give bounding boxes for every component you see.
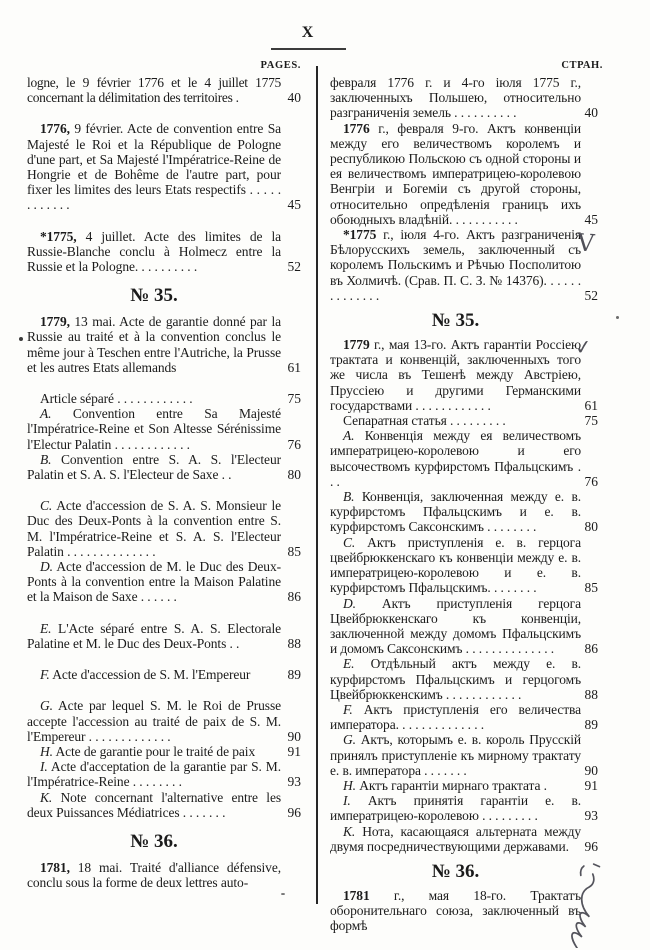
entry-letter: B. bbox=[343, 489, 355, 505]
entry-page-number: 89 bbox=[287, 667, 301, 683]
entry-text: Актъ приступленія его величества императора. . . . . . . . . . . . . . bbox=[330, 701, 581, 733]
toc-entry bbox=[27, 559, 301, 605]
section-number-heading: № 36. bbox=[130, 830, 178, 852]
entry-text: г., мая 18-го. Трактатъ оборонительнаго союза, заключенный въ формѣ bbox=[330, 887, 581, 934]
toc-entry bbox=[27, 75, 301, 105]
entry-text: февраля 1776 г. и 4-го іюля 1775 г., заключенныхъ Польшею, относительно разграниченія земель . . . . . . . . . . bbox=[330, 75, 581, 121]
entry-date-lead: *1775 bbox=[343, 227, 377, 243]
column-header-stran: СТРАН. bbox=[561, 60, 603, 71]
toc-entry bbox=[27, 744, 301, 759]
toc-entry bbox=[27, 621, 301, 651]
toc-entry bbox=[330, 778, 598, 793]
toc-entry bbox=[27, 698, 301, 744]
entry-letter: E. bbox=[343, 656, 355, 672]
entry-date-lead: 1779 bbox=[343, 337, 370, 353]
entry-page-number: 91 bbox=[287, 743, 301, 759]
handwritten-scribble bbox=[543, 858, 647, 948]
entry-page-number: 61 bbox=[584, 397, 598, 413]
toc-entry bbox=[330, 656, 598, 702]
entry-page-number: 93 bbox=[584, 808, 598, 824]
entry-page-number: 52 bbox=[584, 287, 598, 303]
entry-page-number: 96 bbox=[584, 838, 598, 854]
entry-page-number: 45 bbox=[584, 211, 598, 227]
entry-text: 18 mai. Traité d'alliance défensive, conclu sous la forme de deux lettres auto- bbox=[27, 859, 281, 891]
entry-page-number: 85 bbox=[287, 543, 301, 559]
entry-page-number: 90 bbox=[584, 762, 598, 778]
entry-page-number: 80 bbox=[584, 519, 598, 535]
toc-entry bbox=[27, 498, 301, 559]
entry-text: 9 février. Acte de convention entre Sa Majesté le Roi et la République de Pologne d'une part, et Sa Majesté l'Impératrice-Reine de Hongrie et de Bohême de l'autre part, pour fixer les limites des leurs Etats respectifs . . . . . . . . . . . . bbox=[27, 121, 281, 213]
entry-date-lead: 1779, bbox=[40, 314, 70, 330]
section-number-heading: № 35. bbox=[130, 285, 178, 307]
entry-text: Актъ приступленія е. в. герцога цвейбрюккенскаго къ конвенціи между е. в. императрицею-королевою и е. в. курфирстомъ Пфальцскимъ. . . . . . . . bbox=[330, 534, 581, 596]
entry-text: г., мая 13-го. Актъ гарантіи Россіею трактата и конвенцій, заключенныхъ того же числа въ Тешенѣ между Австріею, Пруссіею и другими Германскими государствами . . . . . . . . . . . . bbox=[330, 337, 581, 413]
entry-letter: E. bbox=[40, 620, 52, 636]
entry-page-number: 91 bbox=[584, 777, 598, 793]
toc-entry bbox=[330, 337, 598, 413]
entry-text: Сепаратная статья . . . . . . . . . bbox=[343, 413, 506, 429]
entry-page-number: 86 bbox=[287, 589, 301, 605]
entry-text: Article séparé . . . . . . . . . . . . bbox=[40, 391, 193, 407]
entry-page-number: 80 bbox=[287, 467, 301, 483]
entry-letter: F. bbox=[40, 667, 50, 683]
entry-letter: A. bbox=[343, 428, 355, 444]
entry-letter: I. bbox=[343, 793, 351, 809]
column-header-pages: PAGES. bbox=[260, 60, 301, 71]
entry-text: г., февраля 9-го. Актъ конвенціи между его величествомъ королемъ и республикою Польскою съ одной стороны и ея величествомъ императрицею-королевою Венгріи и Богеміи съ другой стороны, относительно опредѣленія границъ ихъ обоюдныхъ владѣній. . . . . . . . . . . bbox=[330, 120, 581, 227]
toc-entry bbox=[27, 759, 301, 789]
entry-page-number: 61 bbox=[287, 359, 301, 375]
entry-letter: C. bbox=[343, 534, 356, 550]
entry-letter: K. bbox=[343, 823, 356, 839]
entry-page-number: 88 bbox=[584, 686, 598, 702]
entry-letter: A. bbox=[40, 406, 52, 422]
handwritten-checkmark-v: V bbox=[576, 228, 596, 258]
entry-date-lead: 1781 bbox=[343, 887, 370, 903]
toc-entry bbox=[27, 790, 301, 820]
toc-entry bbox=[330, 121, 598, 227]
entry-letter: K. bbox=[40, 789, 53, 805]
entry-letter: B. bbox=[40, 451, 52, 467]
entry-page-number: 76 bbox=[287, 436, 301, 452]
entry-text: Acte d'accession de S. M. l'Empereur bbox=[49, 667, 251, 683]
entry-text: Note concernant l'alternative entre les deux Puissances Médiatrices . . . . . . . bbox=[27, 789, 281, 820]
entry-text: L'Acte séparé entre S. A. S. Electorale Palatine et M. le Duc des Deux-Ponts . . bbox=[27, 620, 281, 651]
toc-entry bbox=[330, 227, 598, 303]
entry-page-number: 75 bbox=[584, 413, 598, 429]
entry-letter: G. bbox=[343, 732, 356, 748]
ink-speck bbox=[616, 316, 619, 319]
entry-page-number: 89 bbox=[584, 717, 598, 733]
entry-letter: D. bbox=[40, 559, 53, 575]
entry-letter: F. bbox=[343, 701, 353, 717]
entry-text: 4 juillet. Acte des limites de la Russie-Blanche conclu à Holmecz entre la Russie et la Pologne. . . . . . . . . . bbox=[27, 228, 281, 275]
entry-text: logne, le 9 février 1776 et le 4 juillet 1775 concernant la délimitation des territoires . bbox=[27, 75, 281, 106]
entry-page-number: 88 bbox=[287, 635, 301, 651]
entry-text: Актъ гарантіи мирнаго трактата . bbox=[355, 777, 547, 793]
section-number-heading: № 36. bbox=[431, 860, 480, 882]
entry-text: Конвенція между ея величествомъ императрицею-королевою и его высочествомъ курфирстомъ Пфальцскимъ . . . bbox=[330, 428, 581, 489]
entry-page-number: 90 bbox=[287, 728, 301, 744]
toc-column-french bbox=[27, 60, 301, 890]
toc-entry bbox=[330, 75, 598, 121]
entry-letter: D. bbox=[343, 595, 356, 611]
page-number-folio: X bbox=[301, 24, 315, 41]
toc-entry bbox=[330, 732, 598, 778]
entry-date-lead: *1775, bbox=[40, 228, 77, 244]
entry-text: Актъ, которымъ е. в. король Прусскій принялъ приступленіе къ мирному трактату е. в. императора . . . . . . . bbox=[330, 732, 581, 778]
entry-page-number: 40 bbox=[287, 90, 301, 106]
entry-page-number: 96 bbox=[287, 804, 301, 820]
ink-speck bbox=[19, 337, 23, 341]
toc-entry bbox=[27, 452, 301, 482]
folio-rule bbox=[271, 48, 346, 50]
entry-letter: H. bbox=[40, 743, 53, 759]
toc-entry bbox=[330, 702, 598, 732]
entry-letter: C. bbox=[40, 498, 53, 514]
toc-entry bbox=[330, 824, 598, 854]
entry-text: г., іюля 4-го. Актъ разграниченія Бѣлорусскихъ земель, заключенный съ королемъ Польскимъ и Рѣчью Посполитою въ Холмичѣ. (Срав. П. С. З. № 14376). . . . . . . . . . . . . . bbox=[330, 227, 581, 303]
entry-text: Актъ принятія гарантіи е. в. императрицею-королевою . . . . . . . . . bbox=[330, 793, 581, 824]
entry-text: 13 mai. Acte de garantie donné par la Russie au traité et à la convention conclus le même jour à Teschen entre l'Autriche, la Prusse et les autres Etats allemands bbox=[27, 314, 281, 375]
toc-entry bbox=[27, 229, 301, 275]
toc-entry bbox=[27, 314, 301, 375]
toc-entry bbox=[330, 793, 598, 823]
toc-column-russian bbox=[330, 60, 603, 934]
entry-page-number: 40 bbox=[584, 105, 598, 121]
toc-entry bbox=[27, 860, 301, 890]
entry-text: Нота, касающаяся альтерната между двумя посредничествующими державами. bbox=[330, 823, 581, 854]
toc-entry bbox=[27, 121, 301, 212]
section-number-heading: № 35. bbox=[431, 310, 480, 332]
toc-entry bbox=[27, 667, 301, 682]
entry-page-number: 76 bbox=[584, 473, 598, 489]
entry-letter: H. bbox=[343, 777, 356, 793]
entry-text: Актъ приступленія герцога Цвейбрюккенскаго къ конвенціи, заключенной между домомъ Пфальцскимъ и домомъ Саксонскимъ . . . . . . . . . . . . . . bbox=[330, 595, 581, 657]
toc-entry bbox=[330, 413, 598, 428]
entry-text: Acte d'acceptation de la garantie par S. M. l'Impératrice-Reine . . . . . . . . bbox=[27, 759, 281, 790]
entry-letter: I. bbox=[40, 759, 48, 775]
ink-speck bbox=[281, 893, 285, 895]
toc-entry bbox=[330, 596, 598, 657]
entry-text: Acte par lequel S. M. le Roi de Prusse accepte l'accession au traité de paix de S. M. l'Empereur . . . . . . . . . . . . . bbox=[27, 698, 281, 744]
handwritten-checkmark: ✓ bbox=[573, 334, 593, 360]
entry-page-number: 93 bbox=[287, 774, 301, 790]
entry-text: Конвенція, заключенная между е. в. курфирстомъ Пфальцскимъ и е. в. курфирстомъ Саксонскимъ . . . . . . . . bbox=[330, 489, 581, 535]
toc-entry bbox=[27, 391, 301, 406]
entry-text: Convention entre Sa Majesté l'Impératrice-Reine et Son Altesse Sérénissime l'Electur Palatin . . . . . . . . . . . . bbox=[27, 406, 281, 452]
toc-entry bbox=[330, 489, 598, 535]
entry-text: Acte d'accession de M. le Duc des Deux-Ponts à la convention entre la Maison Palatine et la Maison de Saxe . . . . . . bbox=[27, 559, 281, 605]
entry-page-number: 85 bbox=[584, 580, 598, 596]
entry-page-number: 86 bbox=[584, 641, 598, 657]
toc-entry bbox=[330, 535, 598, 596]
entry-page-number: 75 bbox=[287, 391, 301, 407]
entry-page-number: 52 bbox=[287, 259, 301, 275]
toc-entry bbox=[27, 406, 301, 452]
entry-page-number: 45 bbox=[287, 197, 301, 213]
column-divider bbox=[316, 66, 318, 904]
toc-entry bbox=[330, 428, 598, 489]
entry-date-lead: 1781, bbox=[40, 859, 70, 875]
entry-date-lead: 1776, bbox=[40, 121, 70, 137]
entry-text: Convention entre S. A. S. l'Electeur Palatin et S. A. S. l'Electeur de Saxe . . bbox=[27, 451, 281, 483]
entry-date-lead: 1776 bbox=[343, 120, 370, 136]
entry-text: Отдѣльный актъ между е. в. курфирстомъ Пфальцскимъ и герцогомъ Цвейбрюккенскимъ . . . . . . . . . . . . bbox=[330, 656, 581, 702]
entry-text: Acte de garantie pour le traité de paix bbox=[52, 743, 256, 759]
entry-letter: G. bbox=[40, 698, 53, 714]
entry-text: Acte d'accession de S. A. S. Monsieur le Duc des Deux-Ponts à la convention entre S. M. l'Impératrice-Reine et S. A. S. l'Electeur Palatin . . . . . . . . . . . . . . bbox=[27, 498, 281, 559]
